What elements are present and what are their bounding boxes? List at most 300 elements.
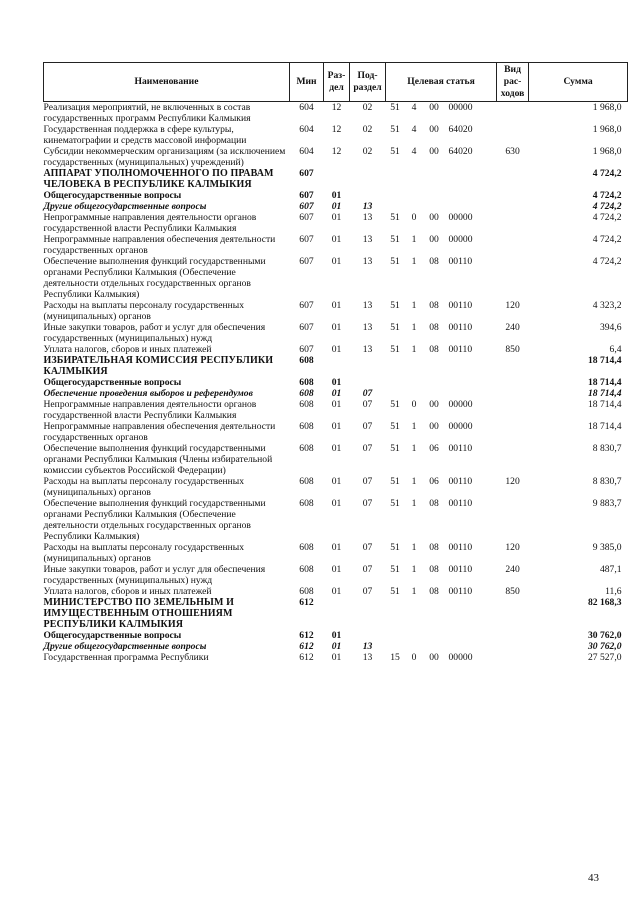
table-row <box>44 476 628 498</box>
cell-target-2 <box>405 168 424 190</box>
table-row <box>44 399 628 421</box>
cell-podrazdel: 07 <box>362 399 373 410</box>
table-row <box>44 443 628 476</box>
cell-min: 608 <box>299 388 314 399</box>
cell-name: Непрограммные направления обеспечения деятельности государственных органов <box>43 234 276 256</box>
cell-target-2 <box>405 641 424 652</box>
cell-min: 607 <box>299 212 314 223</box>
cell-podrazdel <box>350 190 386 201</box>
cell-razdel: 01 <box>331 388 342 399</box>
cell-target-1 <box>386 641 405 652</box>
cell-razdel: 01 <box>331 201 342 212</box>
cell-target-1: 15 <box>390 652 400 663</box>
cell-target-1: 51 <box>390 344 400 355</box>
cell-target-3 <box>424 630 445 641</box>
cell-sum: 8 830,7 <box>592 476 622 487</box>
cell-podrazdel <box>350 355 386 377</box>
cell-min: 607 <box>299 256 314 267</box>
cell-min: 612 <box>299 652 314 663</box>
table-row <box>44 124 628 146</box>
cell-target-2 <box>405 630 424 641</box>
cell-min: 608 <box>299 564 314 575</box>
cell-target-2: 1 <box>411 300 417 311</box>
cell-podrazdel: 02 <box>362 102 373 113</box>
cell-target-1: 51 <box>390 102 400 113</box>
cell-target-1: 51 <box>390 399 400 410</box>
cell-razdel <box>324 355 350 377</box>
table-row <box>44 498 628 542</box>
cell-vid <box>497 124 529 146</box>
table-row <box>44 542 628 564</box>
cell-target-4: 00110 <box>448 498 473 509</box>
budget-table <box>43 62 628 663</box>
table-row <box>44 256 628 300</box>
cell-target-3 <box>424 190 445 201</box>
cell-podrazdel <box>350 377 386 388</box>
cell-min: 607 <box>299 300 314 311</box>
cell-sum: 11,6 <box>605 586 622 597</box>
cell-target-1 <box>386 168 405 190</box>
cell-podrazdel: 02 <box>362 124 373 135</box>
cell-name: Реализация мероприятий, не включенных в состав государственных программ Республики Калмыкия <box>43 102 251 124</box>
cell-target-4 <box>445 388 497 399</box>
cell-target-3: 00 <box>429 146 439 157</box>
cell-sum: 4 724,2 <box>592 190 622 201</box>
cell-min: 608 <box>299 586 314 597</box>
cell-podrazdel: 07 <box>362 542 373 553</box>
cell-name: Субсидии некоммерческим организациям (за исключением государственных (муниципальных) учреждений) <box>43 146 286 168</box>
cell-min: 608 <box>299 421 314 432</box>
cell-vid <box>497 377 529 388</box>
cell-podrazdel: 13 <box>362 256 373 267</box>
cell-target-1 <box>386 201 405 212</box>
cell-target-4: 64020 <box>448 124 473 135</box>
table-row <box>44 102 628 125</box>
cell-target-3: 08 <box>429 256 439 267</box>
cell-min: 604 <box>299 146 314 157</box>
cell-podrazdel: 13 <box>362 322 373 333</box>
cell-target-1: 51 <box>390 564 400 575</box>
cell-sum: 82 168,3 <box>587 597 622 608</box>
header-target: Целевая статья <box>386 63 497 102</box>
cell-podrazdel: 13 <box>362 641 373 652</box>
cell-razdel: 12 <box>331 146 342 157</box>
cell-min: 607 <box>299 234 314 245</box>
cell-podrazdel: 13 <box>362 344 373 355</box>
header-name: Наименование <box>44 63 290 102</box>
cell-target-4: 00000 <box>448 652 473 663</box>
cell-target-3 <box>424 201 445 212</box>
cell-vid <box>497 421 529 443</box>
cell-target-1: 51 <box>390 586 400 597</box>
cell-vid <box>497 234 529 256</box>
cell-podrazdel <box>350 597 386 630</box>
cell-target-1: 51 <box>390 498 400 509</box>
cell-target-1 <box>386 597 405 630</box>
table-row <box>44 388 628 399</box>
cell-sum: 18 714,4 <box>587 421 622 432</box>
table-row <box>44 597 628 630</box>
cell-min: 607 <box>299 322 314 333</box>
cell-razdel: 12 <box>331 102 342 113</box>
cell-target-2: 1 <box>411 344 417 355</box>
cell-razdel: 01 <box>331 564 342 575</box>
cell-target-2: 1 <box>411 322 417 333</box>
cell-name: Расходы на выплаты персоналу государственных (муниципальных) органов <box>43 542 245 564</box>
table-header <box>44 63 628 102</box>
cell-razdel: 01 <box>331 190 342 201</box>
cell-target-3 <box>424 641 445 652</box>
cell-target-4: 00110 <box>448 586 473 597</box>
cell-vid: 240 <box>505 322 520 333</box>
cell-target-4: 00000 <box>448 399 473 410</box>
cell-target-3: 00 <box>429 399 439 410</box>
cell-sum: 18 714,4 <box>587 355 622 366</box>
cell-razdel: 01 <box>331 652 342 663</box>
cell-target-4 <box>445 190 497 201</box>
cell-min: 607 <box>299 201 314 212</box>
page-number: 43 <box>588 872 599 884</box>
cell-name: Обеспечение выполнения функций государственными органами Республики Калмыкия (Обеспечение деятельности отдельных государственных органов Республики Калмыкия) <box>43 498 266 542</box>
cell-name: Общегосударственные вопросы <box>43 377 182 388</box>
cell-razdel: 01 <box>331 542 342 553</box>
cell-min: 612 <box>299 641 314 652</box>
cell-vid <box>497 256 529 300</box>
cell-target-4 <box>445 201 497 212</box>
cell-razdel: 01 <box>331 344 342 355</box>
cell-target-4: 00000 <box>448 421 473 432</box>
cell-sum: 4 724,2 <box>592 234 622 245</box>
cell-vid: 850 <box>505 344 520 355</box>
cell-target-1: 51 <box>390 421 400 432</box>
cell-target-1: 51 <box>390 234 400 245</box>
cell-razdel: 01 <box>331 300 342 311</box>
cell-podrazdel: 13 <box>362 652 373 663</box>
table-row <box>44 201 628 212</box>
cell-sum: 9 883,7 <box>592 498 622 509</box>
cell-min: 608 <box>299 355 314 366</box>
cell-razdel: 01 <box>331 630 342 641</box>
cell-sum: 18 714,4 <box>587 388 622 399</box>
cell-podrazdel: 13 <box>362 234 373 245</box>
cell-name: Государственная программа Республики <box>43 652 209 663</box>
header-podrazdel: Под-раздел <box>350 63 386 102</box>
cell-sum: 30 762,0 <box>587 630 622 641</box>
cell-target-1: 51 <box>390 476 400 487</box>
cell-min: 608 <box>299 377 314 388</box>
cell-target-3: 08 <box>429 542 439 553</box>
cell-sum: 1 968,0 <box>592 102 622 113</box>
cell-target-4: 00110 <box>448 564 473 575</box>
cell-min: 612 <box>299 630 314 641</box>
cell-target-3: 08 <box>429 344 439 355</box>
cell-podrazdel: 07 <box>362 498 373 509</box>
budget-table-page <box>43 62 627 663</box>
cell-sum: 4 323,2 <box>592 300 622 311</box>
cell-podrazdel: 07 <box>362 421 373 432</box>
cell-target-3: 00 <box>429 652 439 663</box>
cell-target-4 <box>445 597 497 630</box>
table-row <box>44 190 628 201</box>
cell-target-4: 00110 <box>448 344 473 355</box>
cell-name: Непрограммные направления деятельности органов государственной власти Республики Калмыкия <box>43 399 257 421</box>
cell-target-4: 00110 <box>448 542 473 553</box>
cell-target-2: 1 <box>411 443 417 454</box>
cell-target-1: 51 <box>390 542 400 553</box>
cell-target-2: 1 <box>411 421 417 432</box>
cell-min: 612 <box>299 597 314 608</box>
cell-target-4 <box>445 641 497 652</box>
cell-target-4: 00000 <box>448 234 473 245</box>
cell-podrazdel: 07 <box>362 586 373 597</box>
cell-target-3 <box>424 377 445 388</box>
cell-razdel: 01 <box>331 586 342 597</box>
cell-target-2: 1 <box>411 564 417 575</box>
table-row <box>44 300 628 322</box>
cell-min: 607 <box>299 168 314 179</box>
cell-sum: 27 527,0 <box>587 652 622 663</box>
cell-target-3: 00 <box>429 124 439 135</box>
cell-vid <box>497 399 529 421</box>
cell-vid <box>497 212 529 234</box>
cell-podrazdel: 13 <box>362 212 373 223</box>
cell-target-3 <box>424 168 445 190</box>
header-sum: Сумма <box>529 63 628 102</box>
cell-target-1: 51 <box>390 256 400 267</box>
cell-name: Расходы на выплаты персоналу государственных (муниципальных) органов <box>43 300 245 322</box>
cell-podrazdel: 07 <box>362 476 373 487</box>
cell-razdel: 01 <box>331 498 342 509</box>
table-row <box>44 168 628 190</box>
header-vid: Вид рас-ходов <box>497 63 529 102</box>
cell-min: 608 <box>299 399 314 410</box>
cell-target-3: 08 <box>429 300 439 311</box>
cell-name: Иные закупки товаров, работ и услуг для обеспечения государственных (муниципальных) нужд <box>43 564 266 586</box>
cell-name: Непрограммные направления обеспечения деятельности государственных органов <box>43 421 276 443</box>
cell-podrazdel: 07 <box>362 564 373 575</box>
cell-name: Обеспечение выполнения функций государственными органами Республики Калмыкия (Обеспечение деятельности отдельных государственных органов Республики Калмыкия) <box>43 256 266 300</box>
cell-sum: 1 968,0 <box>592 146 622 157</box>
cell-target-2: 1 <box>411 476 417 487</box>
cell-podrazdel: 02 <box>362 146 373 157</box>
cell-target-3: 08 <box>429 564 439 575</box>
cell-target-3: 08 <box>429 322 439 333</box>
cell-sum: 30 762,0 <box>587 641 622 652</box>
cell-min: 608 <box>299 476 314 487</box>
cell-target-3: 00 <box>429 212 439 223</box>
table-row <box>44 355 628 377</box>
cell-vid <box>497 630 529 641</box>
cell-target-2: 4 <box>411 102 417 113</box>
cell-vid <box>497 597 529 630</box>
cell-name: Государственная поддержка в сфере культуры, кинематографии и средств массовой информации <box>43 124 247 146</box>
cell-target-3 <box>424 355 445 377</box>
cell-name: Уплата налогов, сборов и иных платежей <box>43 586 212 597</box>
cell-sum: 18 714,4 <box>587 399 622 410</box>
cell-vid <box>497 498 529 542</box>
cell-target-1 <box>386 355 405 377</box>
cell-razdel: 01 <box>331 322 342 333</box>
cell-podrazdel: 07 <box>362 388 373 399</box>
cell-podrazdel: 13 <box>362 300 373 311</box>
cell-name: Непрограммные направления деятельности органов государственной власти Республики Калмыкия <box>43 212 257 234</box>
cell-podrazdel: 07 <box>362 443 373 454</box>
cell-razdel: 01 <box>331 256 342 267</box>
cell-vid <box>497 443 529 476</box>
cell-target-1 <box>386 630 405 641</box>
table-row <box>44 146 628 168</box>
table-row <box>44 234 628 256</box>
cell-sum: 1 968,0 <box>592 124 622 135</box>
cell-target-4: 00110 <box>448 443 473 454</box>
cell-target-2 <box>405 190 424 201</box>
cell-target-4 <box>445 630 497 641</box>
cell-vid: 120 <box>505 476 520 487</box>
cell-target-2: 0 <box>411 399 417 410</box>
cell-name: ИЗБИРАТЕЛЬНАЯ КОМИССИЯ РЕСПУБЛИКИ КАЛМЫКИЯ <box>43 355 274 377</box>
cell-target-2: 1 <box>411 234 417 245</box>
table-row <box>44 377 628 388</box>
cell-target-2: 4 <box>411 124 417 135</box>
cell-target-2 <box>405 201 424 212</box>
cell-target-3 <box>424 597 445 630</box>
cell-target-2: 1 <box>411 498 417 509</box>
cell-podrazdel <box>350 630 386 641</box>
header-min: Мин <box>290 63 324 102</box>
cell-target-2: 0 <box>411 212 417 223</box>
cell-razdel: 01 <box>331 443 342 454</box>
cell-target-1 <box>386 388 405 399</box>
cell-target-1: 51 <box>390 212 400 223</box>
cell-razdel: 01 <box>331 476 342 487</box>
cell-target-2 <box>405 377 424 388</box>
cell-target-4: 00110 <box>448 476 473 487</box>
table-row <box>44 322 628 344</box>
cell-sum: 6,4 <box>609 344 622 355</box>
table-row <box>44 564 628 586</box>
cell-target-2: 1 <box>411 586 417 597</box>
cell-target-3: 06 <box>429 443 439 454</box>
cell-name: МИНИСТЕРСТВО ПО ЗЕМЕЛЬНЫМ И ИМУЩЕСТВЕННЫМ ОТНОШЕНИЯМ РЕСПУБЛИКИ КАЛМЫКИЯ <box>43 597 234 630</box>
cell-target-1: 51 <box>390 146 400 157</box>
cell-target-4: 64020 <box>448 146 473 157</box>
cell-name: Уплата налогов, сборов и иных платежей <box>43 344 212 355</box>
cell-razdel: 01 <box>331 377 342 388</box>
cell-vid <box>497 355 529 377</box>
cell-name: Другие общегосударственные вопросы <box>43 641 207 652</box>
cell-sum: 18 714,4 <box>587 377 622 388</box>
cell-min: 607 <box>299 344 314 355</box>
table-row <box>44 344 628 355</box>
cell-podrazdel: 13 <box>362 201 373 212</box>
cell-min: 607 <box>299 190 314 201</box>
cell-target-2: 1 <box>411 542 417 553</box>
cell-name: Обеспечение выполнения функций государственными органами Республики Калмыкия (Члены избирательной комиссии субъектов Российской Федерации) <box>43 443 273 476</box>
cell-min: 604 <box>299 102 314 113</box>
cell-vid: 120 <box>505 300 520 311</box>
cell-sum: 4 724,2 <box>592 201 622 212</box>
table-row <box>44 421 628 443</box>
cell-sum: 487,1 <box>599 564 622 575</box>
cell-name: Расходы на выплаты персоналу государственных (муниципальных) органов <box>43 476 245 498</box>
cell-vid <box>497 102 529 125</box>
cell-podrazdel <box>350 168 386 190</box>
cell-target-4 <box>445 168 497 190</box>
cell-target-2: 1 <box>411 256 417 267</box>
cell-name: Иные закупки товаров, работ и услуг для обеспечения государственных (муниципальных) нужд <box>43 322 266 344</box>
cell-target-2 <box>405 355 424 377</box>
cell-sum: 8 830,7 <box>592 443 622 454</box>
cell-target-1 <box>386 190 405 201</box>
cell-target-4 <box>445 377 497 388</box>
cell-vid <box>497 388 529 399</box>
cell-sum: 4 724,2 <box>592 256 622 267</box>
cell-vid <box>497 652 529 663</box>
cell-name: Другие общегосударственные вопросы <box>43 201 207 212</box>
cell-target-2 <box>405 388 424 399</box>
cell-target-4 <box>445 355 497 377</box>
cell-target-1 <box>386 377 405 388</box>
table-body <box>44 102 628 664</box>
cell-razdel <box>324 597 350 630</box>
cell-min: 604 <box>299 124 314 135</box>
cell-target-4: 00110 <box>448 256 473 267</box>
table-row <box>44 586 628 597</box>
cell-sum: 9 385,0 <box>592 542 622 553</box>
cell-target-3 <box>424 388 445 399</box>
cell-target-3: 06 <box>429 476 439 487</box>
cell-sum: 4 724,2 <box>592 212 622 223</box>
cell-razdel: 01 <box>331 212 342 223</box>
cell-target-2: 0 <box>411 652 417 663</box>
cell-target-3: 00 <box>429 421 439 432</box>
cell-sum: 394,6 <box>599 322 622 333</box>
cell-target-1: 51 <box>390 322 400 333</box>
cell-target-4: 00000 <box>448 102 473 113</box>
cell-min: 608 <box>299 443 314 454</box>
cell-name: Общегосударственные вопросы <box>43 190 182 201</box>
cell-target-1: 51 <box>390 124 400 135</box>
cell-min: 608 <box>299 542 314 553</box>
cell-min: 608 <box>299 498 314 509</box>
cell-target-3: 00 <box>429 234 439 245</box>
cell-target-1: 51 <box>390 300 400 311</box>
cell-name: Обеспечение проведения выборов и референдумов <box>43 388 253 399</box>
cell-razdel: 12 <box>331 124 342 135</box>
cell-name: Общегосударственные вопросы <box>43 630 182 641</box>
table-row <box>44 212 628 234</box>
table-row <box>44 641 628 652</box>
cell-target-2 <box>405 597 424 630</box>
cell-target-3: 08 <box>429 498 439 509</box>
cell-razdel: 01 <box>331 399 342 410</box>
cell-vid <box>497 641 529 652</box>
cell-razdel: 01 <box>331 234 342 245</box>
cell-target-1: 51 <box>390 443 400 454</box>
cell-razdel: 01 <box>331 421 342 432</box>
cell-target-3: 08 <box>429 586 439 597</box>
cell-name: АППАРАТ УПОЛНОМОЧЕННОГО ПО ПРАВАМ ЧЕЛОВЕКА В РЕСПУБЛИКЕ КАЛМЫКИЯ <box>43 168 274 190</box>
cell-razdel <box>324 168 350 190</box>
cell-razdel: 01 <box>331 641 342 652</box>
cell-vid: 240 <box>505 564 520 575</box>
cell-sum: 4 724,2 <box>592 168 622 179</box>
cell-target-3: 00 <box>429 102 439 113</box>
cell-target-4: 00110 <box>448 322 473 333</box>
cell-target-2: 4 <box>411 146 417 157</box>
cell-vid <box>497 201 529 212</box>
cell-vid: 120 <box>505 542 520 553</box>
